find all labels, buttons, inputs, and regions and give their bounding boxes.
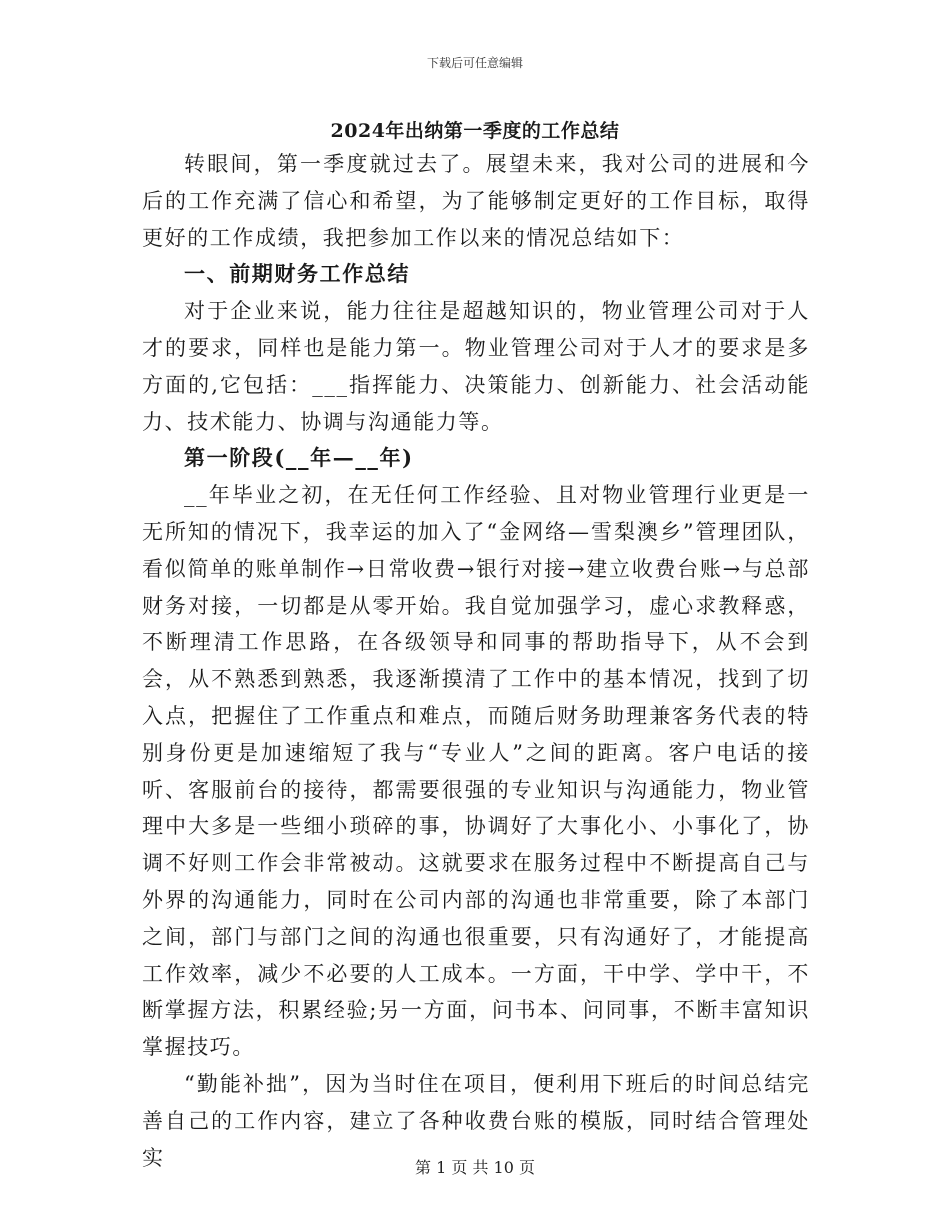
intro-paragraph: 转眼间，第一季度就过去了。展望未来，我对公司的进展和今后的工作充满了信心和希望，为了能够制定更好的工作目标，取得更好的工作成绩，我把参加工作以来的情况总结如下：	[142, 152, 810, 250]
document-body	[142, 146, 810, 1176]
stage-heading: 第一阶段(__年—__年)	[184, 445, 414, 471]
page-number: 第 1 页 共 10 页	[415, 1158, 535, 1177]
header-note: 下载后可任意编辑	[426, 56, 523, 70]
body-paragraph: __年毕业之初，在无任何工作经验、且对物业管理行业更是一无所知的情况下，我幸运的加入了“金网络—雪梨澳乡”管理团队，看似简单的账单制作→日常收费→银行对接→建立收费台账→与总部财务对接，一切都是从零开始。我自觉加强学习，虚心求教释惑，不断理清工作思路，在各级领导和同事的帮助指导下，从不会到会，从不熟悉到熟悉，我逐渐摸清了工作中的基本情况，找到了切入点，把握住了工作重点和难点，而随后财务助理兼客务代表的特别身份更是加速缩短了我与“专业人”之间的距离。客户电话的接听、客服前台的接待，都需要很强的专业知识与沟通能力，物业管理中大多是一些细小琐碎的事，协调好了大事化小、小事化了，协调不好则工作会非常被动。这就要求在服务过程中不断提高自己与外界的沟通能力，同时在公司内部的沟通也非常重要，除了本部门之间，部门与部门之间的沟通也很重要，只有沟通好了，才能提高工作效率，减少不必要的人工成本。一方面，干中学、学中干，不断掌握方法，积累经验;另一方面，问书本、问同事，不断丰富知识掌握技巧。	[142, 483, 810, 1060]
body-paragraph: “勤能补拙”，因为当时住在项目，便利用下班后的时间总结完善自己的工作内容，建立了各种收费台账的模版，同时结合管理处实	[142, 1071, 810, 1170]
body-paragraph: 对于企业来说，能力往往是超越知识的，物业管理公司对于人才的要求，同样也是能力第一。物业管理公司对于人才的要求是多方面的,它包括：___指挥能力、决策能力、创新能力、社会活动能力、技术能力、协调与沟通能力等。	[142, 299, 810, 434]
section-heading: 一、前期财务工作总结	[184, 261, 410, 287]
document-title: 2024年出纳第一季度的工作总结	[330, 120, 620, 142]
